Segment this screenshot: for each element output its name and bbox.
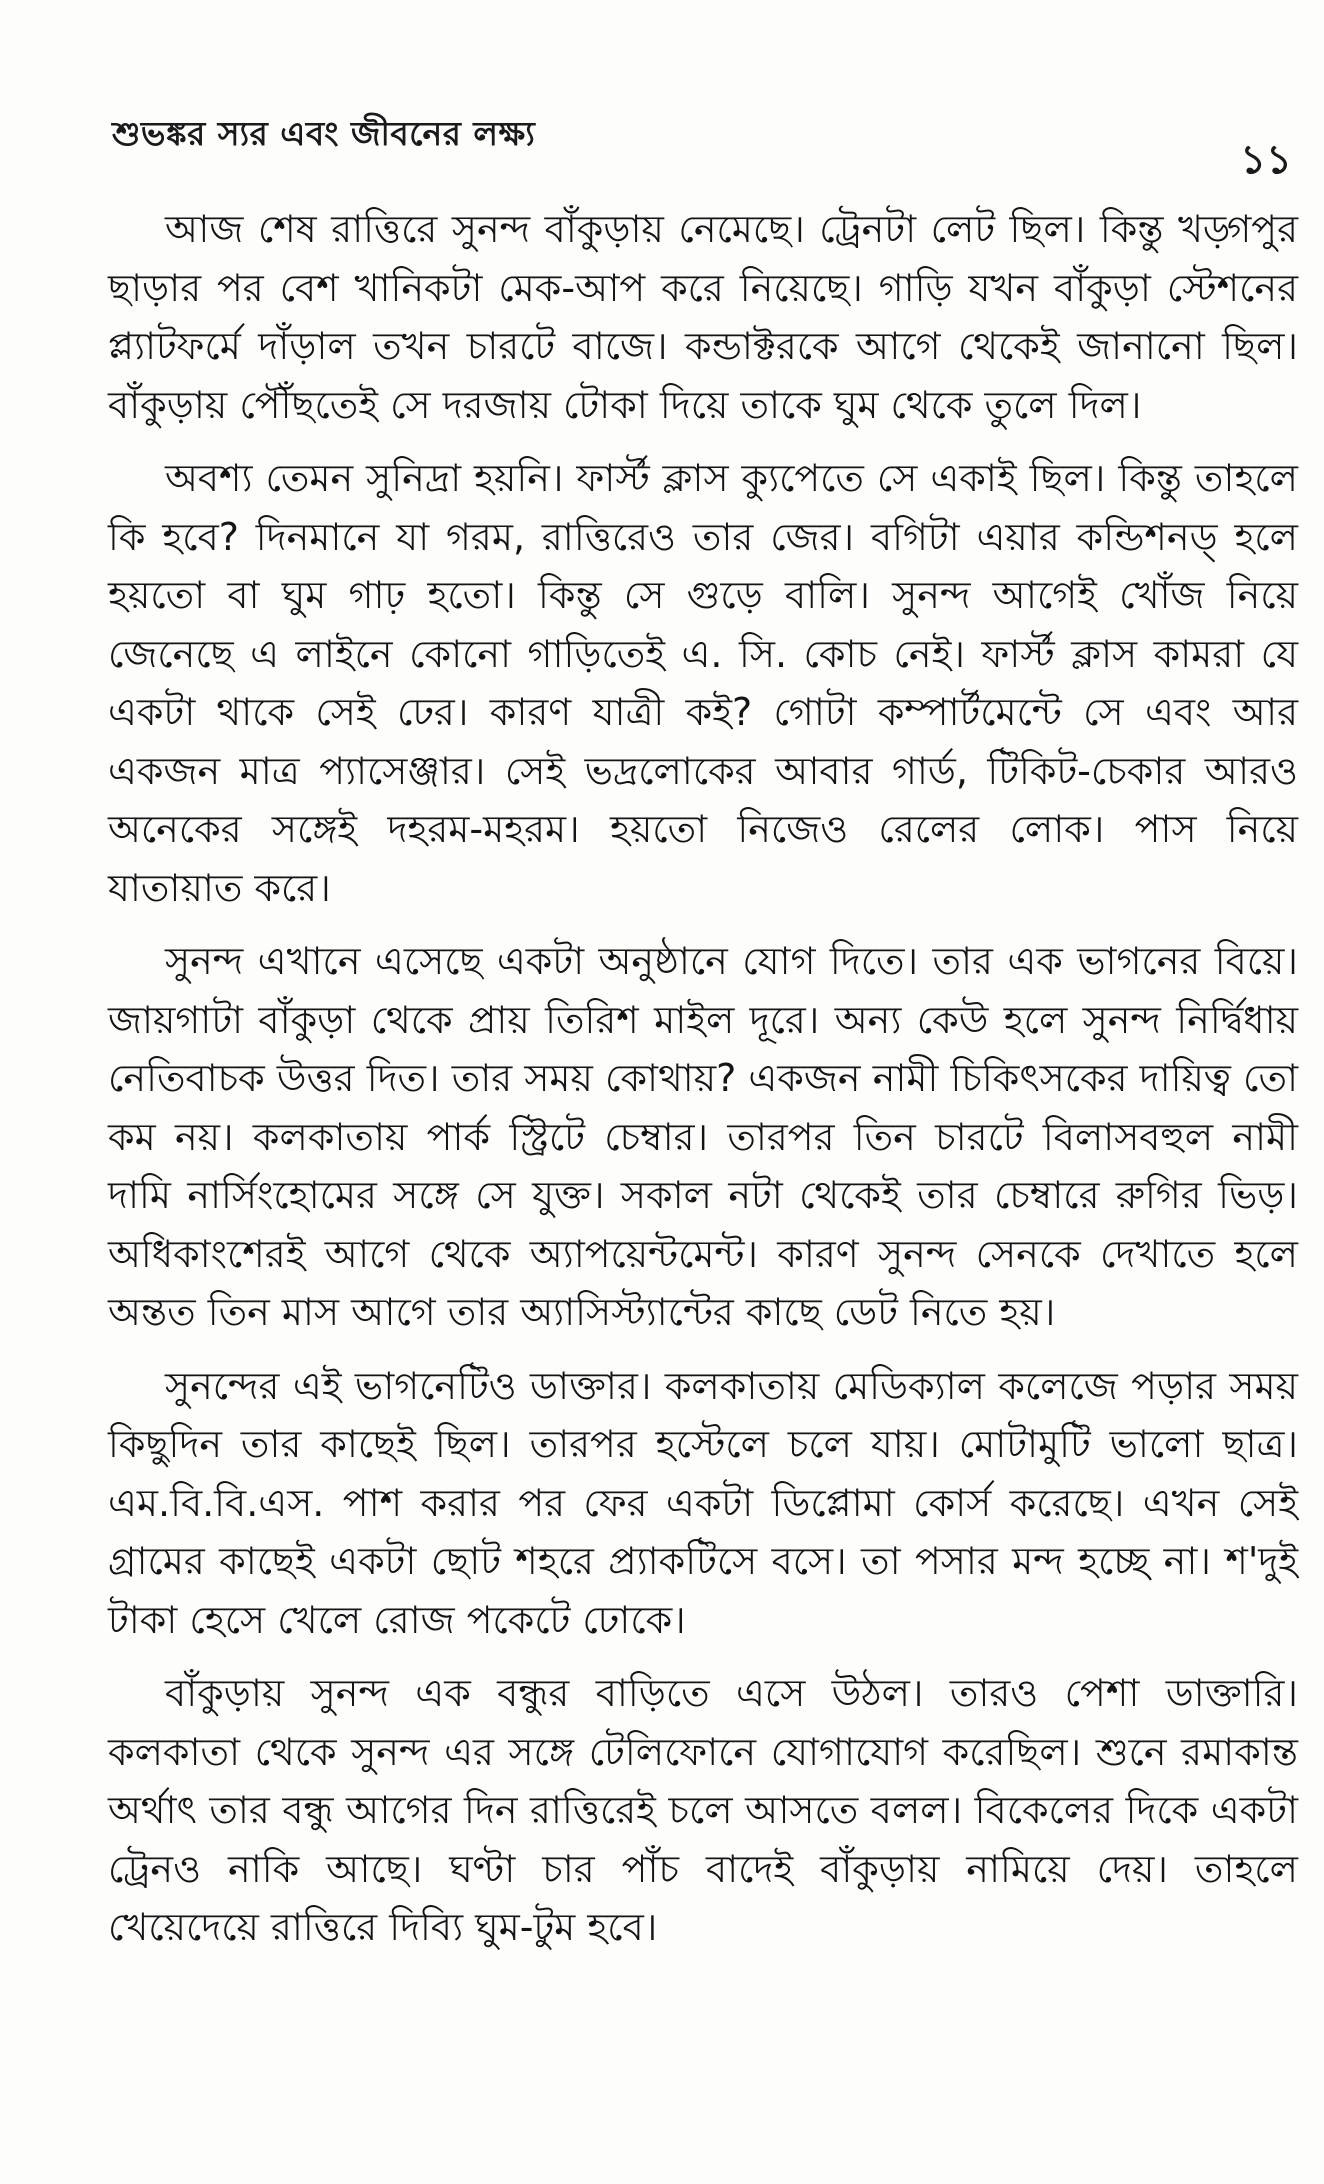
paragraph-4: সুনন্দের এই ভাগনেটিও ডাক্তার। কলকাতায় মেডিক্যাল কলেজে পড়ার সময় কিছুদিন তার কাছেই ছিল। তারপর হস্টেলে চলে যায়। মোটামুটি ভালো ছাত্র। এম.বি.বি.এস. পাশ করার পর ফের একটা ডিপ্লোমা কোর্স করেছে। এখন সেই গ্রামের কাছেই একটা ছোট শহরে প্র্যাকটিসে বসে। তা পসার মন্দ হচ্ছে না। শ'দুই টাকা হেসে খেলে রোজ পকেটে ঢোকে। [108, 1363, 1298, 1642]
paragraph-2: অবশ্য তেমন সুনিদ্রা হয়নি। ফার্স্ট ক্লাস ক্যুপেতে সে একাই ছিল। কিন্তু তাহলে কি হবে? দিনমানে যা গরম, রাত্তিরেও তার জের। বগিটা এয়ার কন্ডিশনড্ হলে হয়তো বা ঘুম গাঢ় হতো। কিন্তু সে গুড়ে বালি। সুনন্দ আগেই খোঁজ নিয়ে জেনেছে এ লাইনে কোনো গাড়িতেই এ. সি. কোচ নেই। ফার্স্ট ক্লাস কামরা যে একটা থাকে সেই ঢের। কারণ যাত্রী কই? গোটা কম্পার্টমেন্টে সে এবং আর একজন মাত্র প্যাসেঞ্জার। সেই ভদ্রলোকের আবার গার্ড, টিকিট-চেকার আরও অনেকের সঙ্গেই দহরম-মহরম। হয়তো নিজেও রেলের লোক। পাস নিয়ে যাতায়াত করে। [108, 456, 1298, 910]
page-number: ১১ [1240, 137, 1292, 183]
paragraph-3: সুনন্দ এখানে এসেছে একটা অনুষ্ঠানে যোগ দিতে। তার এক ভাগনের বিয়ে। জায়গাটা বাঁকুড়া থেকে প্রায় তিরিশ মাইল দূরে। অন্য কেউ হলে সুনন্দ নির্দ্বিধায় নেতিবাচক উত্তর দিত। তার সময় কোথায়? একজন নামী চিকিৎসকের দায়িত্ব তো কম নয়। কলকাতায় পার্ক স্ট্রিটে চেম্বার। তারপর তিন চারটে বিলাসবহুল নামী দামি নার্সিংহোমের সঙ্গে সে যুক্ত। সকাল নটা থেকেই তার চেম্বারে রুগির ভিড়। অধিকাংশেরই আগে থেকে অ্যাপয়েন্টমেন্ট। কারণ সুনন্দ সেনকে দেখাতে হলে অন্তত তিন মাস আগে তার অ্যাসিস্ট্যান্টের কাছে ডেট নিতে হয়। [108, 939, 1298, 1334]
body-text [108, 200, 1298, 1972]
paragraph-1: আজ শেষ রাত্তিরে সুনন্দ বাঁকুড়ায় নেমেছে। ট্রেনটা লেট ছিল। কিন্তু খড়্গপুর ছাড়ার পর বেশ খানিকটা মেক-আপ করে নিয়েছে। গাড়ি যখন বাঁকুড়া স্টেশনের প্ল্যাটফর্মে দাঁড়াল তখন চারটে বাজে। কন্ডাক্টরকে আগে থেকেই জানানো ছিল। বাঁকুড়ায় পৌঁছতেই সে দরজায় টোকা দিয়ে তাকে ঘুম থেকে তুলে দিল। [108, 207, 1298, 427]
paragraph-5: বাঁকুড়ায় সুনন্দ এক বন্ধুর বাড়িতে এসে উঠল। তারও পেশা ডাক্তারি। কলকাতা থেকে সুনন্দ এর সঙ্গে টেলিফোনে যোগাযোগ করেছিল। শুনে রমাকান্ত অর্থাৎ তার বন্ধু আগের দিন রাত্তিরেই চলে আসতে বলল। বিকেলের দিকে একটা ট্রেনও নাকি আছে। ঘণ্টা চার পাঁচ বাদেই বাঁকুড়ায় নামিয়ে দেয়। তাহলে খেয়েদেয়ে রাত্তিরে দিব্যি ঘুম-টুম হবে। [108, 1671, 1298, 1949]
running-head: শুভঙ্কর স্যর এবং জীবনের লক্ষ্য [112, 114, 536, 153]
